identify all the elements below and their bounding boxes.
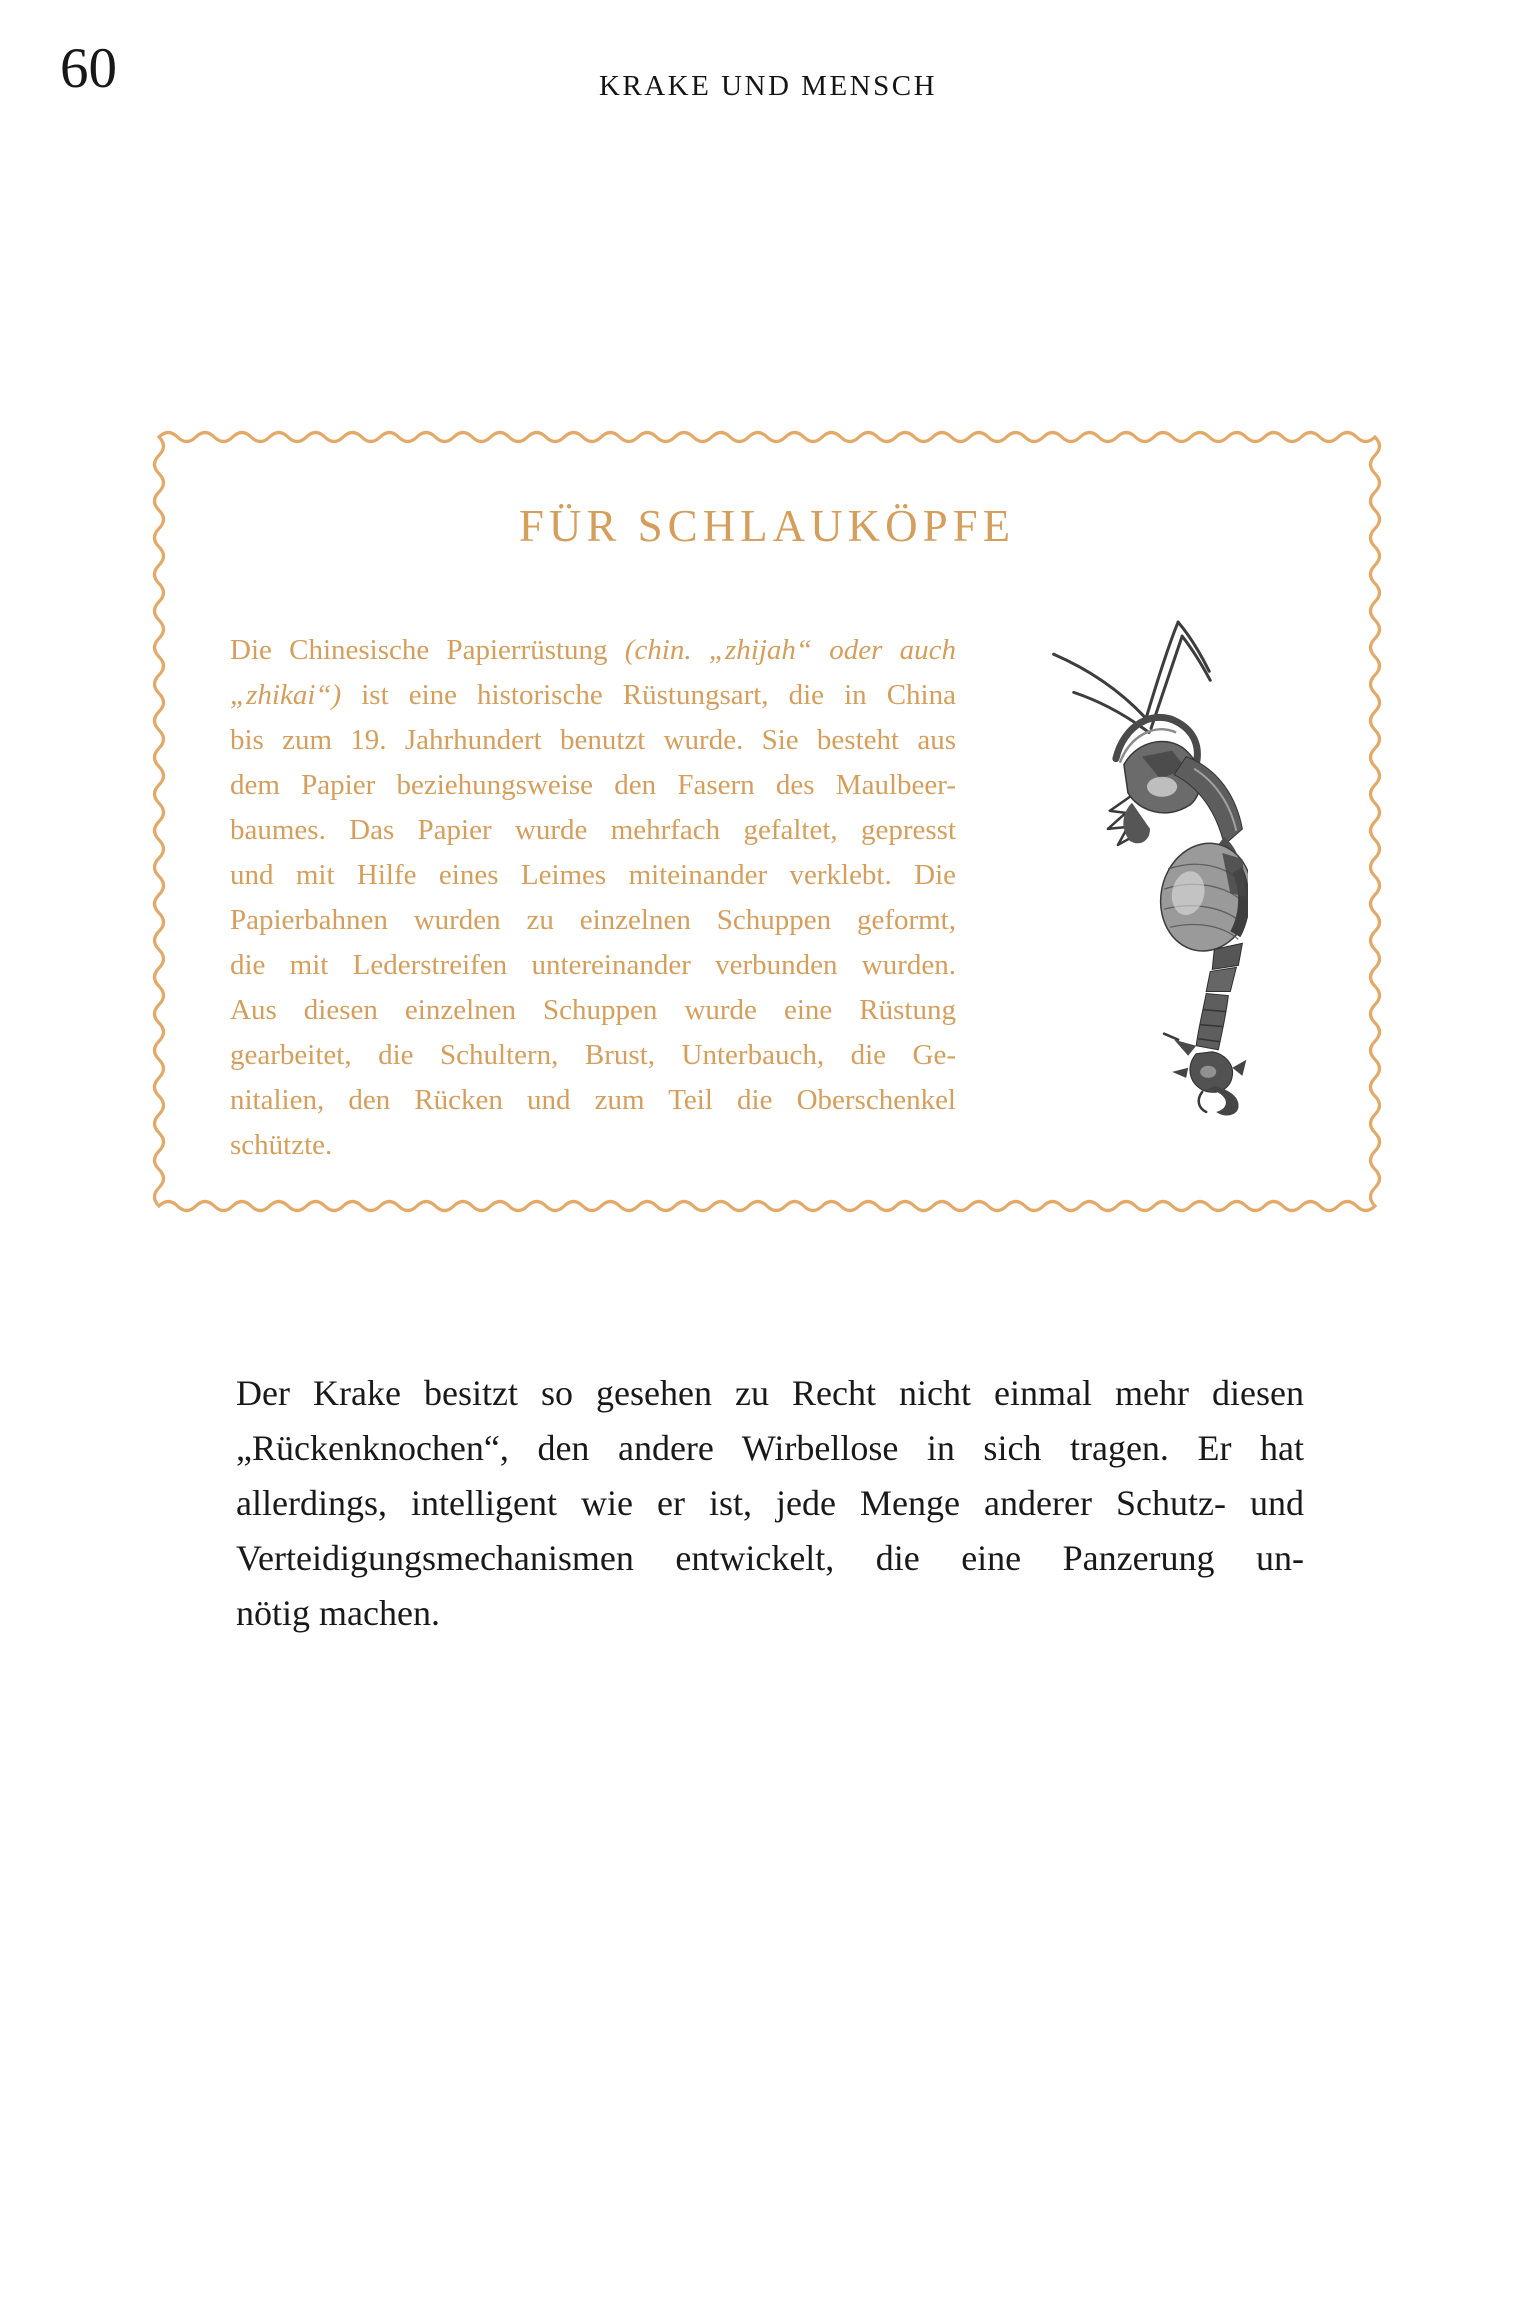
text-line: schützte. — [230, 1129, 333, 1161]
antennae — [1054, 622, 1211, 732]
text-line: nitalien, den Rücken und zum Teil die Oberschenkel — [230, 1084, 956, 1116]
text-line: Papierbahnen wurden zu einzelnen Schuppen geformt, — [230, 904, 956, 936]
text-line: bis zum 19. Jahrhundert benutzt wurde. Sie besteht aus — [230, 724, 956, 756]
body-paragraph — [236, 1366, 1304, 1641]
text-line: dem Papier beziehungsweise den Fasern des Maulbeer- — [230, 769, 956, 801]
text-line: „zhikai“) ist eine historische Rüstungsart, die in China — [230, 679, 956, 711]
running-header: KRAKE UND MENSCH — [598, 70, 938, 102]
text-line: Die Chinesische Papierrüstung (chin. „zhijah“ oder auch — [230, 634, 956, 666]
text-line: allerdings, intelligent wie er ist, jede Menge anderer Schutz- und — [236, 1483, 1304, 1523]
text-line: Verteidigungsmechanismen entwickelt, die eine Panzerung un- — [236, 1538, 1304, 1578]
infobox — [152, 430, 1382, 1213]
text-line: „Rückenknochen“, den andere Wirbellose in sich tragen. Er hat — [236, 1428, 1304, 1468]
creature-illustration — [1044, 596, 1248, 1118]
text-line: und mit Hilfe eines Leimes miteinander verklebt. Die — [230, 859, 956, 891]
text-line: Der Krake besitzt so gesehen zu Recht nicht einmal mehr diesen — [236, 1373, 1304, 1413]
text-line: Aus diesen einzelnen Schuppen wurde eine Rüstung — [230, 994, 956, 1026]
infobox-text — [230, 628, 956, 1168]
text-line: gearbeitet, die Schultern, Brust, Unterbauch, die Ge- — [230, 1039, 956, 1071]
text-line: baumes. Das Papier wurde mehrfach gefaltet, gepresst — [230, 814, 956, 846]
text-line: die mit Lederstreifen untereinander verbunden wurden. — [230, 949, 956, 981]
infobox-title: FÜR SCHLAUKÖPFE — [518, 501, 1016, 551]
page-number: 60 — [60, 37, 117, 100]
text-line: nötig machen. — [236, 1593, 440, 1633]
